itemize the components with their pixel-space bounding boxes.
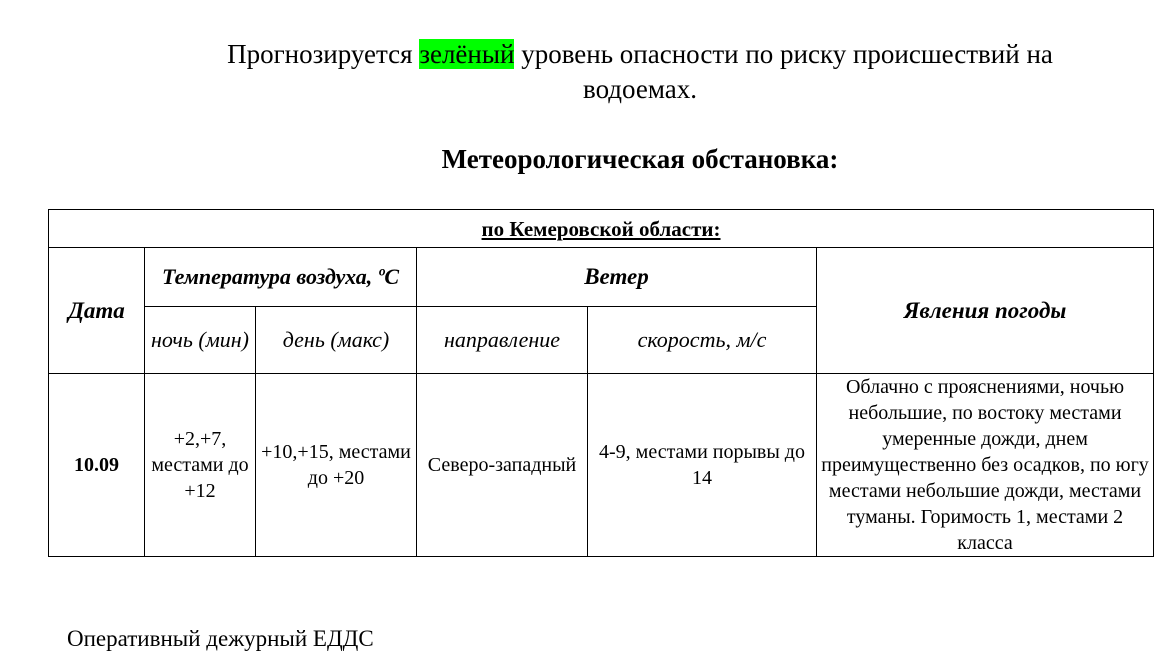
danger-level-highlight: зелёный xyxy=(419,39,515,69)
date-cell: 10.09 xyxy=(49,374,145,557)
wind-speed-cell: 4-9, местами порывы до 14 xyxy=(588,374,817,557)
day-temp-cell: +10,+15, местами до +20 xyxy=(256,374,417,557)
meteo-heading: Метеорологическая обстановка: xyxy=(441,144,839,174)
night-temp-cell: +2,+7, местами до +12 xyxy=(145,374,256,557)
table-row xyxy=(49,374,1154,557)
phenomena-cell: Облачно с прояснениями, ночью небольшие, по востоку местами умеренные дожди, днем преимущественно без осадков, по югу местами небольшие дожди, местами туманы. Горимость 1, местами 2 класса xyxy=(817,374,1154,557)
wind-direction-cell: Северо-западный xyxy=(417,374,588,557)
forecast-statement xyxy=(170,37,1110,107)
date-header: Дата xyxy=(49,248,145,374)
phenomena-header: Явления погоды xyxy=(817,248,1154,374)
direction-subheader: направление xyxy=(417,307,588,374)
temperature-header: Температура воздуха, ºС xyxy=(145,248,417,307)
wind-header: Ветер xyxy=(417,248,817,307)
weather-table xyxy=(48,209,1154,557)
duty-officer-label: Оперативный дежурный ЕДДС xyxy=(67,626,374,651)
speed-subheader: скорость, м/с xyxy=(588,307,817,374)
forecast-suffix: уровень опасности по риску происшествий на водоемах. xyxy=(514,39,1053,104)
day-subheader: день (макс) xyxy=(256,307,417,374)
night-subheader: ночь (мин) xyxy=(145,307,256,374)
region-header: по Кемеровской области: xyxy=(49,210,1154,248)
forecast-prefix: Прогнозируется xyxy=(227,39,420,69)
